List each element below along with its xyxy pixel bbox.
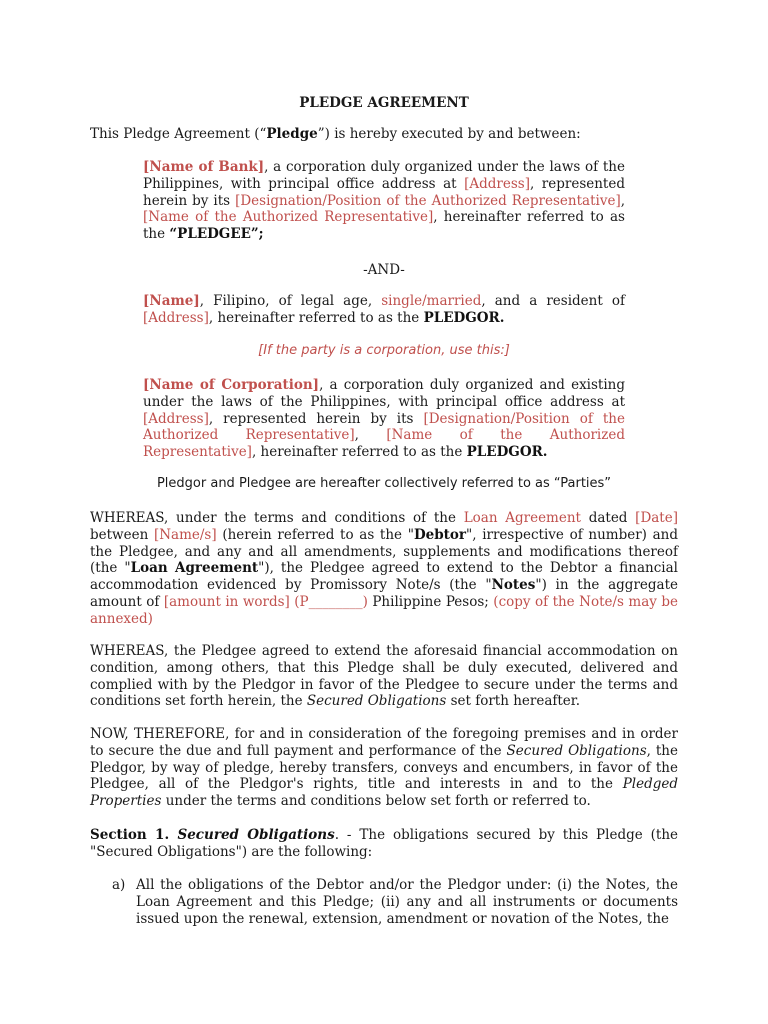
whereas-condition-paragraph: WHEREAS, the Pledgee agreed to extend the aforesaid financial accommodation on condition, among others, that this Pledge shall be duly executed, delivered and complied with by the Pledgor in favor of the Pledgee to secure under the terms and conditions set forth herein, the Secured Obligations set forth hereafter. <box>90 643 678 710</box>
list-item <box>112 877 678 927</box>
list-item-text: All the obligations of the Debtor and/or the Pledgor under: (i) the Notes, the Loan Agreement and this Pledge; (ii) any and all instruments or documents issued upon the renewal, extension, amendment or novation of the Notes, the <box>136 877 678 927</box>
corporation-note: [If the party is a corporation, use this:] <box>258 343 510 358</box>
document-title: PLEDGE AGREEMENT <box>299 95 469 111</box>
list-item-label: a) <box>112 877 126 893</box>
pledgor-person-paragraph: [Name], Filipino, of legal age, single/married, and a resident of [Address], hereinafter referred to as the PLEDGOR. <box>143 293 625 326</box>
and-separator: -AND- <box>363 262 405 278</box>
bank-party-paragraph: [Name of Bank], a corporation duly organized under the laws of the Philippines, with principal office address at [Address], represented herein by its [Designation/Position of the Authorized Representative], [Name of the Authorized Representative], hereinafter referred to as the “PLEDGEE”; <box>143 159 626 243</box>
now-therefore-paragraph: NOW, THEREFORE, for and in consideration of the foregoing premises and in order to secure the due and full payment and performance of the Secured Obligations, the Pledgor, by way of pledge, hereby transfers, conveys and encumbers, in favor of the Pledgee, all of the Pledgor's rights, title and interests in and to the Pledged Properties under the terms and conditions below set forth or referred to. <box>90 726 678 810</box>
pledgor-corporation-paragraph: [Name of Corporation], a corporation duly organized and existing under the laws of the Philippines, with principal office address at [Address], represented herein by its [Designation/Position of the Authorized Representative], [Name of the Authorized Representative], hereinafter referred to as the PLEDGOR. <box>143 377 626 461</box>
section-1-paragraph: Section 1. Secured Obligations. - The obligations secured by this Pledge (the "Secured Obligations") are the following: <box>90 827 678 860</box>
whereas-loan-paragraph: WHEREAS, under the terms and conditions of the Loan Agreement dated [Date] between [Name/s] (herein referred to as the "Debtor", irrespective of number) and the Pledgee, and any and all amendments, supplements and modifications thereof (the "Loan Agreement"), the Pledgee agreed to extend to the Debtor a financial accommodation evidenced by Promissory Note/s (the "Notes") in the aggregate amount of [amount in words] (P________) Philippine Pesos; (copy of the Note/s may be annexed) <box>90 510 678 627</box>
intro-paragraph: This Pledge Agreement (“Pledge”) is hereby executed by and between: <box>90 126 581 142</box>
parties-paragraph: Pledgor and Pledgee are hereafter collectively referred to as “Parties” <box>156 476 612 491</box>
